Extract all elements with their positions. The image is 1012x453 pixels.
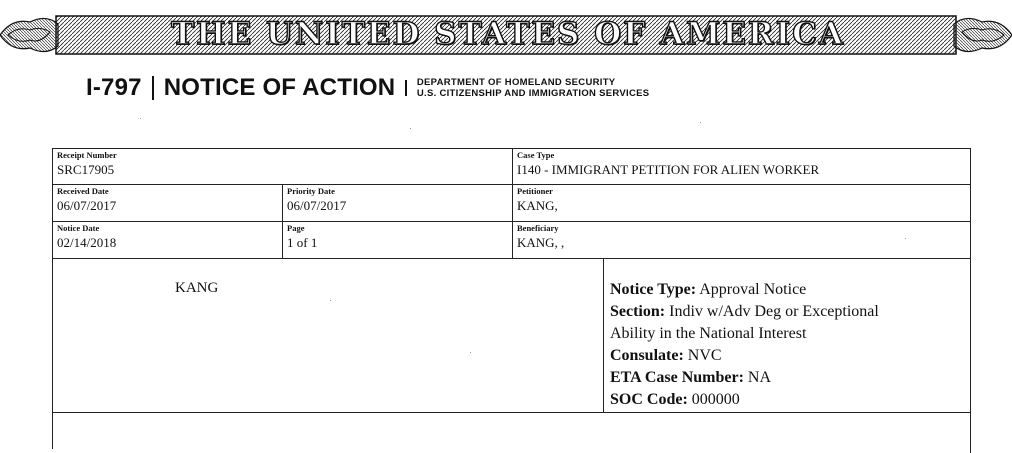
receipt-number-label: Receipt Number	[57, 150, 117, 160]
petitioner-label: Petitioner	[517, 186, 553, 196]
agency-name	[417, 77, 650, 99]
receipt-number-value: SRC17905	[57, 162, 115, 177]
received-date-value: 06/07/2017	[57, 198, 117, 213]
divider	[152, 76, 154, 100]
addressee-block	[53, 259, 604, 413]
section-value-line-2: Ability in the National Interest	[610, 325, 807, 342]
notice-type-label: Notice Type:	[610, 281, 697, 298]
eta-case-number-value: NA	[747, 369, 772, 386]
soc-code-row	[610, 389, 970, 411]
scan-speck	[330, 300, 331, 301]
agency-line-2: U.S. CITIZENSHIP AND IMMIGRATION SERVICES	[416, 88, 650, 99]
notice-date-label: Notice Date	[57, 223, 100, 233]
beneficiary-cell	[513, 222, 971, 259]
consulate-value: NVC	[687, 347, 722, 364]
case-type-label: Case Type	[517, 150, 555, 160]
page-value: 1 of 1	[287, 235, 318, 250]
consulate-row	[610, 345, 970, 367]
form-heading	[86, 72, 649, 104]
beneficiary-value: KANG, ,	[517, 235, 565, 250]
form-title: NOTICE OF ACTION	[163, 74, 396, 101]
scan-speck	[700, 122, 701, 123]
scan-speck	[470, 352, 471, 353]
received-date-label: Received Date	[57, 186, 109, 196]
section-label: Section:	[610, 303, 666, 320]
divider	[405, 80, 407, 96]
scan-speck	[140, 118, 141, 119]
scan-speck	[410, 128, 411, 129]
petitioner-value: KANG,	[517, 198, 558, 213]
soc-code-value: 000000	[691, 391, 740, 408]
petitioner-cell	[513, 185, 971, 222]
notice-type-value: Approval Notice	[699, 281, 807, 298]
notice-details	[604, 259, 971, 413]
agency-line-1: DEPARTMENT OF HOMELAND SECURITY	[416, 77, 616, 88]
soc-code-label: SOC Code:	[610, 391, 688, 408]
lower-section	[53, 413, 971, 453]
priority-date-cell	[283, 185, 513, 222]
case-type-cell	[513, 149, 971, 185]
notice-type-row	[610, 279, 970, 301]
page-label: Page	[287, 223, 305, 233]
section-row-continued	[610, 323, 970, 345]
form-id: I-797	[86, 74, 142, 101]
consulate-label: Consulate:	[610, 347, 684, 364]
notice-form	[52, 148, 971, 449]
page-cell	[283, 222, 513, 259]
beneficiary-label: Beneficiary	[517, 223, 559, 233]
notice-date-cell	[53, 222, 283, 259]
banner-title: THE UNITED STATES OF AMERICA	[171, 16, 845, 52]
section-value-line-1: Indiv w/Adv Deg or Exceptional	[669, 303, 879, 320]
eta-case-number-row	[610, 367, 970, 389]
scan-speck	[905, 238, 906, 239]
addressee-name: KANG	[175, 280, 219, 296]
priority-date-label: Priority Date	[287, 186, 335, 196]
section-row	[610, 301, 970, 323]
receipt-number-cell	[53, 149, 513, 185]
eta-case-number-label: ETA Case Number:	[610, 369, 744, 386]
notice-date-value: 02/14/2018	[57, 235, 117, 250]
case-type-value: I140 - IMMIGRANT PETITION FOR ALIEN WORKER	[517, 162, 820, 177]
received-date-cell	[53, 185, 283, 222]
priority-date-value: 06/07/2017	[287, 198, 347, 213]
